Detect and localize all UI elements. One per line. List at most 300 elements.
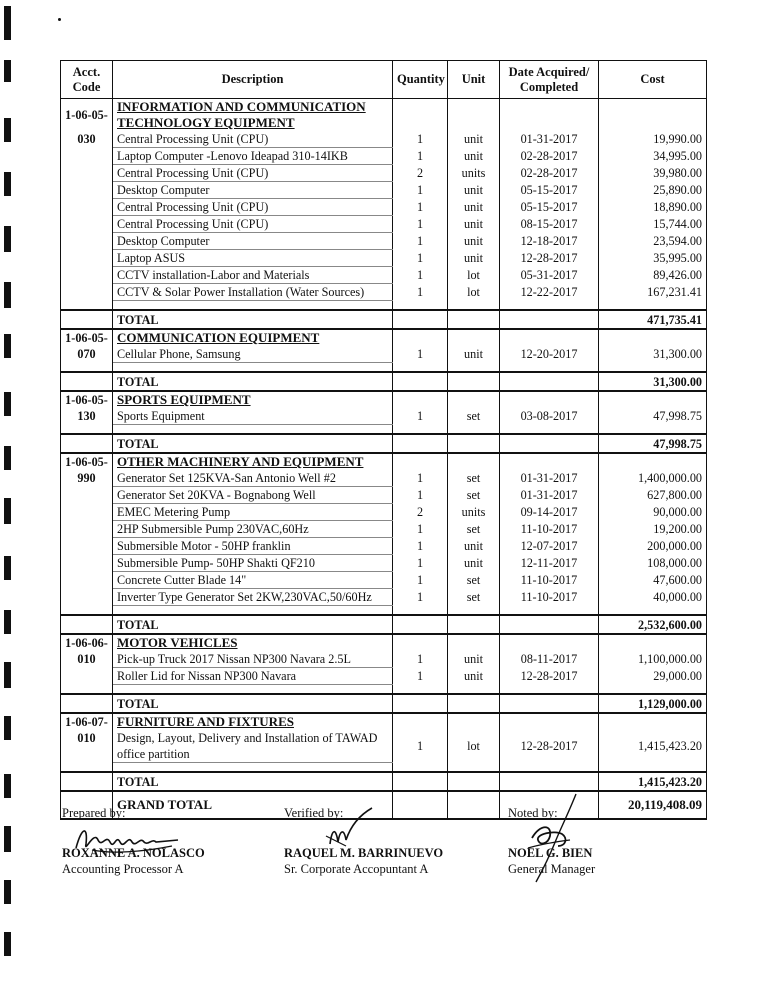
empty-cell	[500, 329, 599, 346]
empty-cell	[500, 434, 599, 453]
section-total-row	[61, 615, 707, 634]
item-date: 05-15-2017	[500, 199, 599, 216]
item-date: 05-15-2017	[500, 182, 599, 199]
item-unit: unit	[448, 250, 500, 267]
empty-cell	[61, 425, 113, 435]
table-body	[61, 99, 707, 820]
header-quantity: Quantity	[393, 61, 448, 99]
section-total-value: 47,998.75	[599, 434, 707, 453]
acct-code-part1: 1-06-05-	[61, 99, 113, 132]
item-unit: unit	[448, 216, 500, 233]
item-date: 11-10-2017	[500, 572, 599, 589]
acct-code-part2: 010	[61, 730, 113, 746]
section-total-row	[61, 694, 707, 713]
empty-cell	[61, 199, 113, 216]
empty-cell	[61, 284, 113, 301]
item-cost: 23,594.00	[599, 233, 707, 250]
item-cost: 19,200.00	[599, 521, 707, 538]
item-unit: set	[448, 487, 500, 504]
table-row	[61, 148, 707, 165]
empty-cell	[448, 434, 500, 453]
section-total-value: 471,735.41	[599, 310, 707, 329]
section-heading-row	[61, 713, 707, 730]
item-description: Sports Equipment	[113, 408, 393, 425]
item-date: 02-28-2017	[500, 165, 599, 182]
item-unit: set	[448, 408, 500, 425]
item-quantity: 1	[393, 267, 448, 284]
item-unit: set	[448, 572, 500, 589]
section-heading-row	[61, 391, 707, 408]
binder-mark	[4, 610, 11, 634]
item-quantity: 1	[393, 470, 448, 487]
section-heading-row	[61, 99, 707, 132]
total-label: TOTAL	[113, 694, 393, 713]
item-cost: 19,990.00	[599, 131, 707, 148]
item-description: Central Processing Unit (CPU)	[113, 165, 393, 182]
item-quantity: 1	[393, 250, 448, 267]
item-quantity: 1	[393, 521, 448, 538]
empty-cell	[448, 363, 500, 373]
item-quantity: 1	[393, 538, 448, 555]
empty-cell	[393, 453, 448, 470]
total-label: TOTAL	[113, 615, 393, 634]
empty-cell	[393, 685, 448, 695]
item-description: 2HP Submersible Pump 230VAC,60Hz	[113, 521, 393, 538]
item-cost: 39,980.00	[599, 165, 707, 182]
empty-cell	[500, 425, 599, 435]
table-row	[61, 521, 707, 538]
property-schedule-table	[60, 60, 707, 820]
header-date: Date Acquired/ Completed	[500, 61, 599, 99]
signatory-title: Accounting Processor A	[62, 862, 184, 876]
item-unit: unit	[448, 148, 500, 165]
section-total-value: 1,129,000.00	[599, 694, 707, 713]
empty-cell	[448, 99, 500, 132]
empty-cell	[61, 763, 113, 773]
item-description: Generator Set 20KVA - Bognabong Well	[113, 487, 393, 504]
binder-mark	[4, 556, 11, 580]
empty-cell	[393, 434, 448, 453]
total-label: TOTAL	[113, 434, 393, 453]
table-row	[61, 199, 707, 216]
item-unit: unit	[448, 651, 500, 668]
empty-cell	[599, 391, 707, 408]
binder-mark	[4, 932, 11, 956]
section-title: COMMUNICATION EQUIPMENT	[113, 329, 393, 346]
table-row	[61, 216, 707, 233]
item-date: 01-31-2017	[500, 487, 599, 504]
empty-cell	[599, 453, 707, 470]
item-cost: 108,000.00	[599, 555, 707, 572]
header-unit: Unit	[448, 61, 500, 99]
item-description: CCTV installation-Labor and Materials	[113, 267, 393, 284]
spacer-row	[61, 301, 707, 311]
empty-cell	[61, 521, 113, 538]
table-row	[61, 555, 707, 572]
empty-cell	[61, 165, 113, 182]
section-title: OTHER MACHINERY AND EQUIPMENT	[113, 453, 393, 470]
binder-mark	[4, 880, 11, 904]
empty-cell	[500, 772, 599, 791]
empty-cell	[113, 606, 393, 616]
empty-cell	[113, 363, 393, 373]
empty-cell	[599, 425, 707, 435]
empty-cell	[448, 453, 500, 470]
item-cost: 1,415,423.20	[599, 730, 707, 763]
binder-mark	[4, 118, 11, 142]
item-unit: lot	[448, 730, 500, 763]
signatory-role: Noted by:	[508, 806, 558, 820]
section-total-row	[61, 372, 707, 391]
empty-cell	[599, 363, 707, 373]
table-row	[61, 538, 707, 555]
acct-code-part2: 070	[61, 346, 113, 363]
empty-cell	[393, 329, 448, 346]
item-cost: 47,998.75	[599, 408, 707, 425]
item-cost: 1,100,000.00	[599, 651, 707, 668]
table-row	[61, 572, 707, 589]
table-row	[61, 408, 707, 425]
empty-cell	[500, 310, 599, 329]
empty-cell	[61, 589, 113, 606]
empty-cell	[599, 301, 707, 311]
item-unit: unit	[448, 233, 500, 250]
item-quantity: 1	[393, 572, 448, 589]
empty-cell	[61, 182, 113, 199]
empty-cell	[61, 772, 113, 791]
empty-cell	[599, 634, 707, 651]
empty-cell	[448, 772, 500, 791]
item-date: 12-07-2017	[500, 538, 599, 555]
item-cost: 18,890.00	[599, 199, 707, 216]
section-heading-row	[61, 634, 707, 651]
item-date: 08-15-2017	[500, 216, 599, 233]
item-quantity: 1	[393, 730, 448, 763]
empty-cell	[393, 713, 448, 730]
item-date: 08-11-2017	[500, 651, 599, 668]
acct-code-part1: 1-06-05-	[61, 329, 113, 346]
empty-cell	[448, 634, 500, 651]
empty-cell	[500, 685, 599, 695]
binder-mark	[4, 446, 11, 470]
empty-cell	[500, 634, 599, 651]
header-description: Description	[113, 61, 393, 99]
empty-cell	[500, 453, 599, 470]
empty-cell	[500, 694, 599, 713]
item-quantity: 1	[393, 651, 448, 668]
empty-cell	[393, 772, 448, 791]
binder-mark	[4, 716, 11, 740]
empty-cell	[599, 99, 707, 132]
binder-mark	[4, 6, 11, 40]
empty-cell	[500, 713, 599, 730]
item-description: EMEC Metering Pump	[113, 504, 393, 521]
table-row	[61, 668, 707, 685]
item-quantity: 1	[393, 346, 448, 363]
binder-mark	[4, 498, 11, 524]
item-unit: unit	[448, 199, 500, 216]
empty-cell	[61, 555, 113, 572]
item-description: Central Processing Unit (CPU)	[113, 131, 393, 148]
item-cost: 90,000.00	[599, 504, 707, 521]
empty-cell	[113, 685, 393, 695]
item-cost: 47,600.00	[599, 572, 707, 589]
section-title: FURNITURE AND FIXTURES	[113, 713, 393, 730]
total-label: TOTAL	[113, 310, 393, 329]
item-description: Inverter Type Generator Set 2KW,230VAC,50/60Hz	[113, 589, 393, 606]
empty-cell	[113, 763, 393, 773]
item-cost: 89,426.00	[599, 267, 707, 284]
signatory-name: RAQUEL M. BARRINUEVO	[284, 846, 444, 860]
spacer-row	[61, 363, 707, 373]
item-cost: 29,000.00	[599, 668, 707, 685]
table-row	[61, 284, 707, 301]
table-row	[61, 487, 707, 504]
empty-cell	[599, 685, 707, 695]
spacer-row	[61, 685, 707, 695]
grand-total-value: 20,119,408.09	[599, 791, 707, 819]
empty-cell	[61, 685, 113, 695]
item-description-continued: office partition	[113, 746, 393, 763]
empty-cell	[393, 634, 448, 651]
item-quantity: 1	[393, 668, 448, 685]
item-date: 12-28-2017	[500, 668, 599, 685]
signatory-role: Prepared by:	[62, 806, 126, 820]
item-quantity: 1	[393, 131, 448, 148]
item-quantity: 2	[393, 165, 448, 182]
section-total-value: 2,532,600.00	[599, 615, 707, 634]
signatory-name: ROXANNE A. NOLASCO	[62, 846, 205, 860]
empty-cell	[61, 746, 113, 763]
section-total-value: 31,300.00	[599, 372, 707, 391]
acct-code-part2: 990	[61, 470, 113, 487]
empty-cell	[500, 301, 599, 311]
table-row	[61, 730, 707, 746]
empty-cell	[500, 763, 599, 773]
empty-cell	[448, 310, 500, 329]
table-row	[61, 233, 707, 250]
item-description: CCTV & Solar Power Installation (Water Sources)	[113, 284, 393, 301]
spacer-row	[61, 606, 707, 616]
empty-cell	[61, 372, 113, 391]
item-quantity: 1	[393, 487, 448, 504]
item-date: 11-10-2017	[500, 589, 599, 606]
item-date: 12-28-2017	[500, 250, 599, 267]
empty-cell	[500, 99, 599, 132]
empty-cell	[448, 791, 500, 819]
item-description: Submersible Motor - 50HP franklin	[113, 538, 393, 555]
table-row	[61, 504, 707, 521]
item-date: 11-10-2017	[500, 521, 599, 538]
item-date: 01-31-2017	[500, 131, 599, 148]
item-date: 09-14-2017	[500, 504, 599, 521]
item-description: Desktop Computer	[113, 182, 393, 199]
item-cost: 34,995.00	[599, 148, 707, 165]
section-total-value: 1,415,423.20	[599, 772, 707, 791]
binder-mark	[4, 662, 11, 688]
signature-nolasco	[72, 820, 182, 856]
item-description: Laptop Computer -Lenovo Ideapad 310-14IKB	[113, 148, 393, 165]
acct-code-part1: 1-06-05-	[61, 453, 113, 470]
binder-mark	[4, 774, 11, 798]
empty-cell	[61, 504, 113, 521]
item-cost: 40,000.00	[599, 589, 707, 606]
item-date: 02-28-2017	[500, 148, 599, 165]
empty-cell	[448, 713, 500, 730]
empty-cell	[393, 615, 448, 634]
item-unit: lot	[448, 284, 500, 301]
item-date: 01-31-2017	[500, 470, 599, 487]
item-unit: lot	[448, 267, 500, 284]
empty-cell	[599, 763, 707, 773]
empty-cell	[61, 310, 113, 329]
header-acct-code: Acct. Code	[61, 61, 113, 99]
table-header-row	[61, 61, 707, 99]
total-label: TOTAL	[113, 372, 393, 391]
acct-code-part2: 030	[61, 131, 113, 148]
empty-cell	[61, 694, 113, 713]
signature-barrinuevo	[316, 806, 376, 852]
empty-cell	[61, 615, 113, 634]
empty-cell	[393, 99, 448, 132]
item-quantity: 1	[393, 216, 448, 233]
section-title: MOTOR VEHICLES	[113, 634, 393, 651]
empty-cell	[393, 763, 448, 773]
empty-cell	[61, 606, 113, 616]
item-date: 03-08-2017	[500, 408, 599, 425]
empty-cell	[393, 310, 448, 329]
item-quantity: 1	[393, 182, 448, 199]
item-quantity: 2	[393, 504, 448, 521]
item-quantity: 1	[393, 284, 448, 301]
item-unit: unit	[448, 182, 500, 199]
header-cost: Cost	[599, 61, 707, 99]
acct-code-part1: 1-06-06-	[61, 634, 113, 651]
table-row	[61, 165, 707, 182]
empty-cell	[500, 615, 599, 634]
empty-cell	[599, 713, 707, 730]
item-unit: unit	[448, 668, 500, 685]
empty-cell	[448, 763, 500, 773]
empty-cell	[448, 694, 500, 713]
binder-mark	[4, 826, 11, 852]
item-date: 12-18-2017	[500, 233, 599, 250]
item-description: Concrete Cutter Blade 14"	[113, 572, 393, 589]
binder-mark	[4, 172, 11, 196]
empty-cell	[61, 434, 113, 453]
empty-cell	[61, 363, 113, 373]
section-total-row	[61, 310, 707, 329]
item-date: 12-20-2017	[500, 346, 599, 363]
item-date: 12-28-2017	[500, 730, 599, 763]
empty-cell	[113, 425, 393, 435]
empty-cell	[448, 615, 500, 634]
table-row	[61, 589, 707, 606]
empty-cell	[448, 685, 500, 695]
item-cost: 15,744.00	[599, 216, 707, 233]
signatory-role: Verified by:	[284, 806, 344, 820]
binder-mark	[4, 392, 11, 416]
empty-cell	[61, 301, 113, 311]
empty-cell	[393, 391, 448, 408]
section-title: INFORMATION AND COMMUNICATION TECHNOLOGY EQUIPMENT	[113, 99, 393, 132]
item-unit: unit	[448, 555, 500, 572]
acct-code-part2: 010	[61, 651, 113, 668]
empty-cell	[500, 363, 599, 373]
section-total-row	[61, 772, 707, 791]
item-cost: 200,000.00	[599, 538, 707, 555]
item-unit: unit	[448, 538, 500, 555]
item-unit: set	[448, 589, 500, 606]
empty-cell	[61, 148, 113, 165]
signature-bien	[506, 790, 586, 886]
item-unit: unit	[448, 346, 500, 363]
table-row	[61, 182, 707, 199]
empty-cell	[61, 250, 113, 267]
item-cost: 627,800.00	[599, 487, 707, 504]
binder-mark	[4, 60, 11, 82]
item-quantity: 1	[393, 148, 448, 165]
item-description: Desktop Computer	[113, 233, 393, 250]
empty-cell	[393, 363, 448, 373]
empty-cell	[61, 572, 113, 589]
item-unit: unit	[448, 131, 500, 148]
item-cost: 1,400,000.00	[599, 470, 707, 487]
item-unit: units	[448, 504, 500, 521]
section-heading-row	[61, 329, 707, 346]
item-quantity: 1	[393, 589, 448, 606]
grand-total-label: GRAND TOTAL	[113, 791, 393, 819]
binder-mark	[4, 334, 11, 358]
empty-cell	[393, 301, 448, 311]
item-unit: set	[448, 521, 500, 538]
item-date: 05-31-2017	[500, 267, 599, 284]
table-row	[61, 250, 707, 267]
acct-code-part2: 130	[61, 408, 113, 425]
item-description: Laptop ASUS	[113, 250, 393, 267]
empty-cell	[448, 606, 500, 616]
empty-cell	[61, 267, 113, 284]
empty-cell	[448, 425, 500, 435]
empty-cell	[393, 694, 448, 713]
empty-cell	[448, 329, 500, 346]
item-unit: units	[448, 165, 500, 182]
item-description: Central Processing Unit (CPU)	[113, 199, 393, 216]
table-row	[61, 131, 707, 148]
item-cost: 31,300.00	[599, 346, 707, 363]
item-description: Pick-up Truck 2017 Nissan NP300 Navara 2.5L	[113, 651, 393, 668]
empty-cell	[61, 668, 113, 685]
item-quantity: 1	[393, 233, 448, 250]
signatory-title: General Manager	[508, 862, 596, 876]
empty-cell	[113, 301, 393, 311]
item-cost: 25,890.00	[599, 182, 707, 199]
empty-cell	[448, 301, 500, 311]
empty-cell	[61, 216, 113, 233]
table-row	[61, 267, 707, 284]
item-description: Generator Set 125KVA-San Antonio Well #2	[113, 470, 393, 487]
empty-cell	[599, 606, 707, 616]
signatory-title: Sr. Corporate Accopuntant A	[284, 862, 429, 876]
total-label: TOTAL	[113, 772, 393, 791]
binder-mark	[4, 226, 11, 252]
item-description: Roller Lid for Nissan NP300 Navara	[113, 668, 393, 685]
item-description: Cellular Phone, Samsung	[113, 346, 393, 363]
acct-code-part1: 1-06-07-	[61, 713, 113, 730]
item-date: 12-22-2017	[500, 284, 599, 301]
empty-cell	[599, 329, 707, 346]
empty-cell	[61, 487, 113, 504]
